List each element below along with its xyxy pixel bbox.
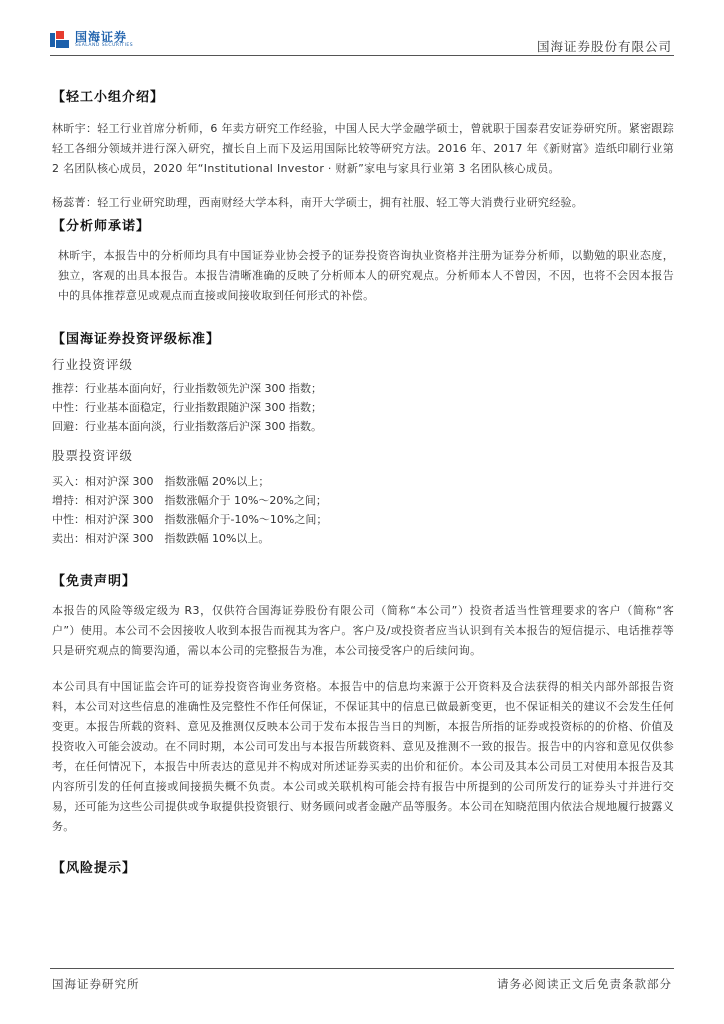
header-divider: [50, 55, 674, 56]
stock-rating-title: 股票投资评级: [52, 448, 134, 463]
team-section-title: 【轻工小组介绍】: [52, 90, 165, 105]
stock-rating-item: 中性：相对沪深 300 指数涨幅介于-10%～10%之间；: [52, 513, 328, 526]
risk-section-title: 【风险提示】: [52, 861, 137, 876]
team-member-yang: 杨蕊菁：轻工行业研究助理，西南财经大学本科，南开大学硕士，拥有社服、轻工等大消费行业研究经验。: [52, 196, 584, 209]
logo-english-name: SEALAND SECURITIES: [75, 43, 134, 49]
header-company-name: 国海证券股份有限公司: [536, 39, 672, 54]
logo-chinese-name: 国海证券: [75, 30, 128, 45]
stock-rating-item: 增持：相对沪深 300 指数涨幅介于 10%～20%之间；: [52, 494, 327, 507]
industry-rating-list: [52, 379, 674, 436]
industry-rating-title: 行业投资评级: [52, 357, 134, 372]
stock-rating-item: 买入：相对沪深 300 指数涨幅 20%以上；: [52, 475, 270, 488]
disclaimer-paragraph-2: 本公司具有中国证监会许可的证券投资咨询业务资格。本报告中的信息均来源于公开资料及合法获得的相关内部外部报告资料，本公司对这些信息的准确性及完整性不作任何保证，不保证其中的信息已做最新变更，也不保证相关的建议不会发生任何变更。本报告所载的资料、意见及推测仅反映本公司于发布本报告当日的判断，本报告所指的证券或投资标的的价格、价值及投资收入可能会波动。在不同时期，本公司可发出与本报告所载资料、意见及推测不一致的报告。报告中的内容和意见仅供参考，在任何情况下，本报告中所表达的意见并不构成对所述证券买卖的出价和征价。本公司及其本公司员工对使用本报告及其内容所引发的任何直接或间接损失概不负责。本公司或关联机构可能会持有报告中所提到的公司所发行的证券头寸并进行交易，还可能为这些公司提供或争取提供投资银行、财务顾问或者金融产品等服务。本公司在知晓范围内依法合规地履行披露义务。: [52, 680, 674, 833]
commitment-section-title: 【分析师承诺】: [52, 219, 151, 234]
disclaimer-paragraph-1: 本报告的风险等级定级为 R3，仅供符合国海证券股份有限公司（简称“本公司”）投资者适当性管理要求的客户（简称“客户”）使用。本公司不会因接收人收到本报告而视其为客户。客户及/或投资者应当认识到有关本报告的短信提示、电话推荐等只是研究观点的简要沟通，需以本公司的完整报告为准，本公司接受客户的后续问询。: [52, 604, 674, 657]
stock-rating-item: 卖出：相对沪深 300 指数跌幅 10%以上。: [52, 532, 270, 545]
footer-institute: 国海证券研究所: [52, 977, 140, 991]
company-logo: [50, 31, 133, 49]
logo-mark-icon: [50, 31, 70, 49]
industry-rating-item: 中性：行业基本面稳定，行业指数跟随沪深 300 指数；: [52, 401, 322, 414]
page-header: [0, 0, 724, 60]
footer-notice: 请务必阅读正文后免责条款部分: [497, 977, 672, 991]
industry-rating-item: 推荐：行业基本面向好，行业指数领先沪深 300 指数；: [52, 382, 322, 395]
rating-section-title: 【国海证券投资评级标准】: [52, 332, 221, 347]
commitment-text: 林昕宇，本报告中的分析师均具有中国证券业协会授予的证券投资咨询执业资格并注册为证券分析师，以勤勉的职业态度，独立，客观的出具本报告。本报告清晰准确的反映了分析师本人的研究观点。分析师本人不曾因，不因，也将不会因本报告中的具体推荐意见或观点而直接或间接收取到任何形式的补偿。: [58, 249, 674, 302]
footer-divider: [50, 968, 674, 969]
industry-rating-item: 回避：行业基本面向淡，行业指数落后沪深 300 指数。: [52, 420, 322, 433]
stock-rating-list: [52, 472, 674, 548]
page-content: [52, 80, 674, 876]
team-member-lin: 林昕宇：轻工行业首席分析师，6 年卖方研究工作经验，中国人民大学金融学硕士，曾就职于国泰君安证券研究所。紧密跟踪轻工各细分领域并进行深入研究，擅长自上而下及运用国际比较等研究方法。2016 年、2017 年《新财富》造纸印刷行业第 2 名团队核心成员，2020 年“Institutional Investor · 财新”家电与家具行业第 3 名团队核心成员。: [52, 122, 674, 175]
disclaimer-section-title: 【免责声明】: [52, 574, 137, 589]
